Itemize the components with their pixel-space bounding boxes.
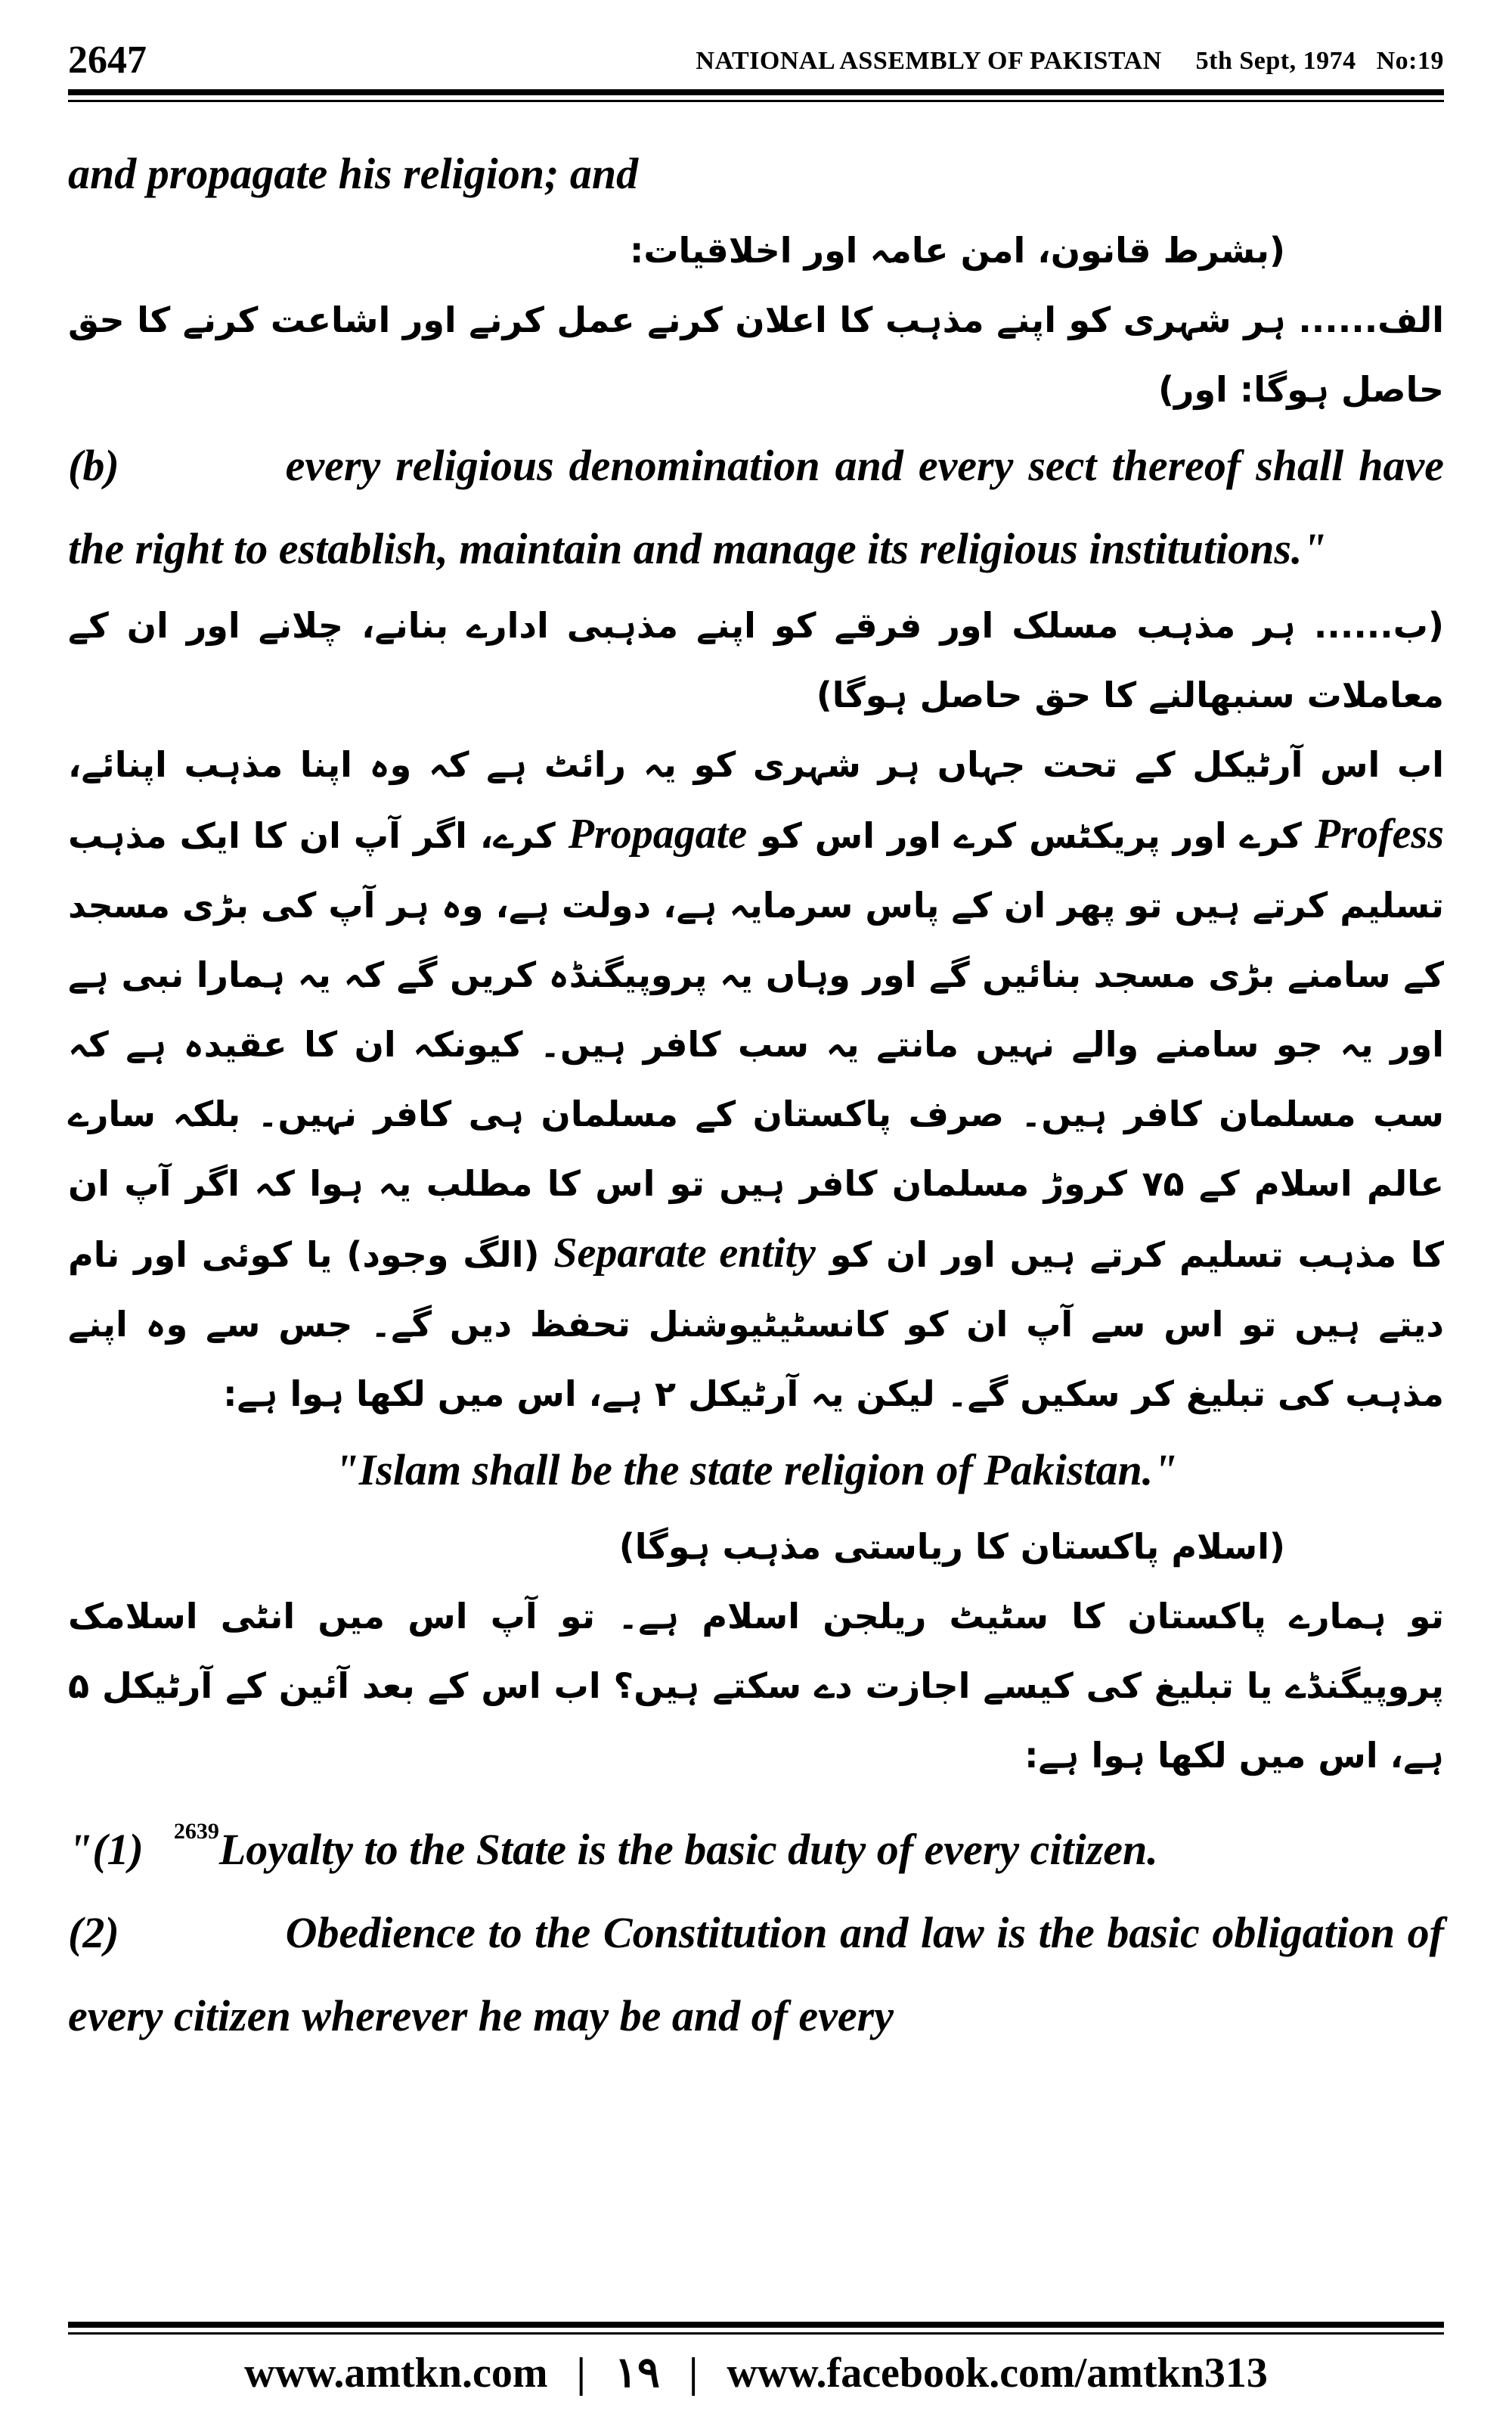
clause-2-label: (2) <box>68 1908 119 1957</box>
urdu-para-1-a: اب اس آرٹیکل کے تحت جہاں ہر شہری کو یہ رائٹ ہے کہ وہ اپنا مذہب اپنائے، <box>68 744 1444 785</box>
page-header <box>68 38 1444 83</box>
english-article-5-1 <box>68 1790 1444 1891</box>
website-link[interactable]: www.amtkn.com <box>244 2350 548 2397</box>
header-rule <box>68 89 1444 95</box>
english-clause-b <box>68 424 1444 591</box>
urdu-clause-b: (ب...... ہر مذہب مسلک اور فرقے کو اپنے مذہبی ادارے بنانے، چلانے اور ان کے معاملات سنبھالنے کا حق حاصل ہوگا) <box>68 605 1444 715</box>
facebook-link[interactable]: www.facebook.com/amtkn313 <box>727 2350 1268 2397</box>
clause-1-label: "(1) <box>68 1825 144 1874</box>
urdu-para-1-c: کرے، اگر آپ ان کا ایک مذہب تسلیم کرتے ہیں تو پھر ان کے پاس سرمایہ ہے، دولت ہے، وہ ہر آپ کی بڑی مسجد کے سامنے بڑی مسجد بنائیں گے اور وہاں یہ پروپیگنڈہ کریں گے کہ یہ ہمارا نبی ہے اور یہ جو سامنے والے نہیں مانتے یہ سب کافر ہیں۔ کیونکہ ان کا عقیدہ ہے کہ سب مسلمان کافر ہیں۔ صرف پاکستان کے مسلمان ہی کافر نہیں۔ بلکہ سارے عالم اسلام کے ۷۵ کروڑ مسلمان کافر ہیں تو اس کا مطلب یہ ہوا کہ اگر آپ ان کا مذہب تسلیم کرتے ہیں اور ان کو <box>67 815 1445 1275</box>
footnote-marker: 2639 <box>173 1819 219 1844</box>
clause-1-text: Loyalty to the State is the basic duty of every citizen. <box>218 1825 1158 1874</box>
english-quote-article-2: "Islam shall be the state religion of Pakistan." <box>334 1445 1178 1494</box>
term-profess: Profess <box>1314 811 1445 858</box>
urdu-clause-a: الف...... ہر شہری کو اپنے مذہب کا اعلان کرنے عمل کرنے اور اشاعت کرنے کا حق حاصل ہوگا: اور) <box>68 299 1444 410</box>
urdu-proviso: (بشرط قانون، امن عامہ اور اخلاقیات: <box>629 230 1285 271</box>
urdu-paragraph-1 <box>68 730 1444 1429</box>
urdu-quote-translation: (اسلام پاکستان کا ریاستی مذہب ہوگا) <box>618 1526 1285 1567</box>
footer-page-number: ۱۹ <box>614 2350 660 2397</box>
footer-rule <box>68 2322 1444 2328</box>
english-article-5-2 <box>68 1891 1444 2058</box>
footer-separator: | <box>688 2350 699 2397</box>
page-body <box>68 132 1444 2058</box>
urdu-paragraph-2: تو ہمارے پاکستان کا سٹیٹ ریلجن اسلام ہے۔ تو آپ اس میں انٹی اسلامک پروپیگنڈے یا تبلیغ کی کیسے اجازت دے سکتے ہیں؟ اب اس کے بعد آئین کے آرٹیکل ۵ ہے، اس میں لکھا ہوا ہے: <box>68 1596 1444 1776</box>
term-propagate: Propagate <box>568 811 748 858</box>
page-number: 2647 <box>68 39 147 82</box>
running-title: NATIONAL ASSEMBLY OF PAKISTAN 5th Sept, 1974 No:19 <box>696 47 1444 75</box>
clause-2-text: Obedience to the Constitution and law is the basic obligation of every citizen wherever he may be and of every <box>68 1908 1444 2040</box>
term-separate-entity: Separate entity <box>553 1230 816 1277</box>
footer-separator: | <box>576 2350 586 2397</box>
header-rule-thin <box>68 100 1444 102</box>
clause-b-text: every religious denomination and every sect thereof shall have the right to establish, maintain and manage its religious institutions." <box>68 441 1444 573</box>
clause-b-label: (b) <box>68 441 119 490</box>
english-line-1: and propagate his religion; and <box>68 149 639 198</box>
page-footer <box>68 2348 1444 2397</box>
urdu-para-1-b: کرے اور پریکٹس کرے اور اس کو <box>760 815 1302 856</box>
urdu-para-1-d: (الگ وجود) یا کوئی اور نام دیتے ہیں تو اس سے آپ ان کو کانسٹیٹیوشنل تحفظ دیں گے۔ جس سے وہ اپنے مذہب کی تبلیغ کر سکیں گے۔ لیکن یہ آرٹیکل ۲ ہے، اس میں لکھا ہوا ہے: <box>68 1234 1444 1414</box>
footer-rule-thin <box>68 2332 1444 2335</box>
